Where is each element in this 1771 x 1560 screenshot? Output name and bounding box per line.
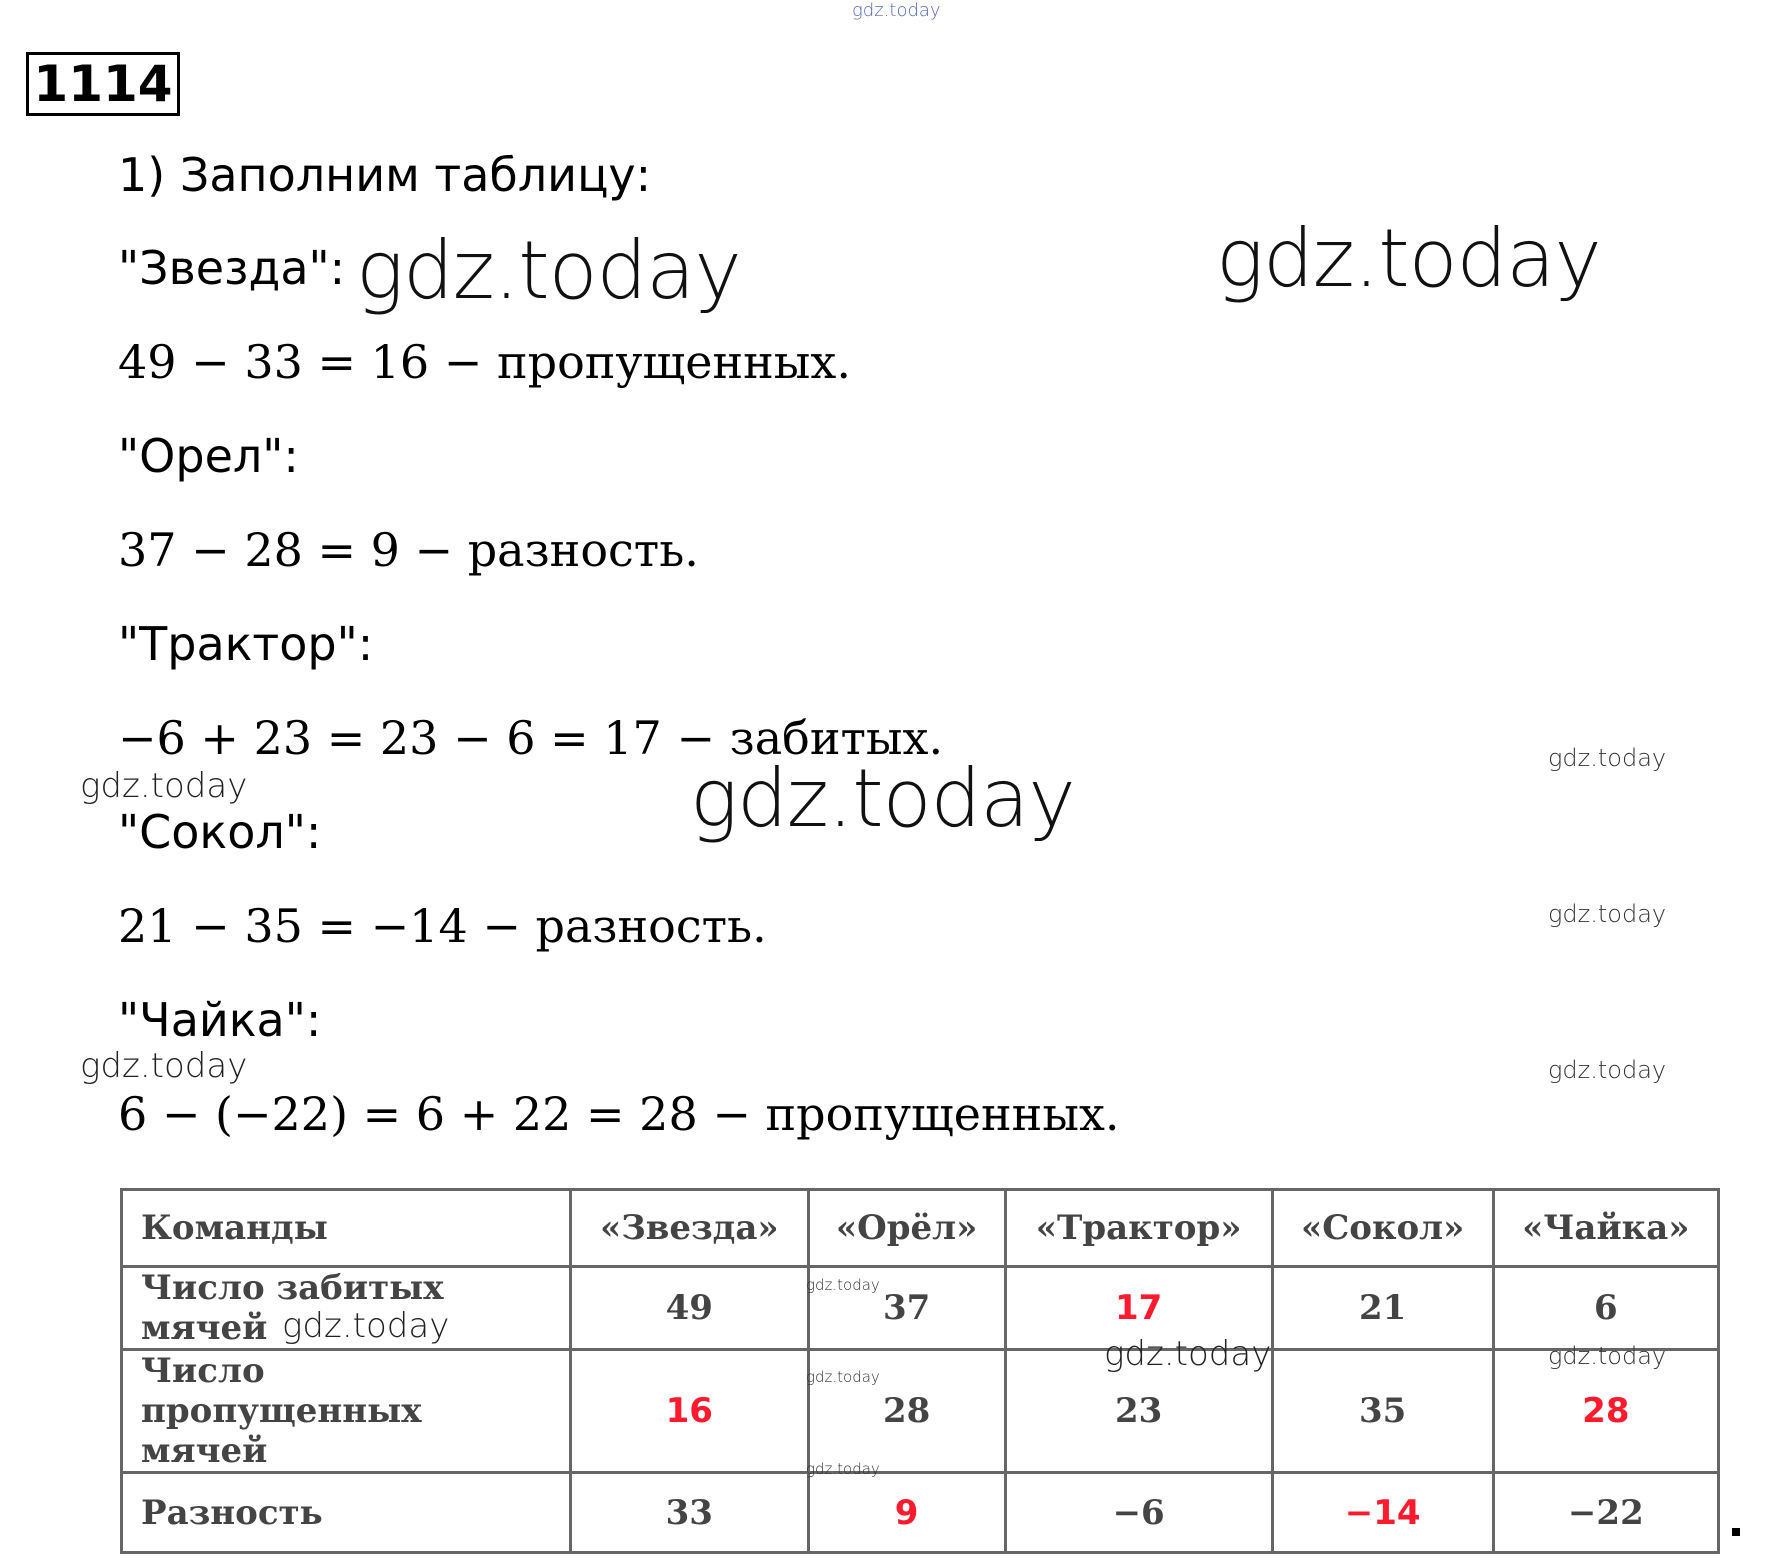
row-label-scored: Число забитых мячей: [122, 1267, 571, 1350]
cell-conceded-sokol: 35: [1272, 1350, 1493, 1473]
watermark: gdz.today: [1548, 744, 1667, 772]
table-header-zvezda: «Звезда»: [571, 1190, 809, 1267]
cell-conceded-traktor: 23: [1005, 1350, 1272, 1473]
table-header-orel: «Орёл»: [808, 1190, 1005, 1267]
watermark: gdz.today: [356, 224, 741, 317]
table-row-conceded: [122, 1350, 1719, 1473]
equation-chaika: 6 − (−22) = 6 + 22 = 28 − пропущенных.: [118, 1087, 1120, 1141]
cell-difference-chaika: −22: [1493, 1473, 1718, 1553]
equation-orel: 37 − 28 = 9 − разность.: [118, 523, 699, 577]
watermark: gdz.today: [80, 1046, 248, 1086]
watermark: gdz.today: [806, 1276, 880, 1294]
watermark: gdz.today: [1104, 1334, 1272, 1374]
cell-conceded-orel: 28: [808, 1350, 1005, 1473]
row-label-difference: Разность: [122, 1473, 571, 1553]
watermark: gdz.today: [282, 1306, 450, 1346]
cell-scored-orel: 37: [808, 1267, 1005, 1350]
team-sokol-label: "Сокол":: [118, 805, 322, 859]
watermark: gdz.today: [690, 752, 1075, 845]
cell-conceded-chaika: 28: [1493, 1350, 1718, 1473]
cell-difference-orel: 9: [808, 1473, 1005, 1553]
team-traktor-label: "Трактор":: [118, 617, 374, 671]
team-zvezda-label: "Звезда":: [118, 241, 346, 295]
watermark: gdz.today: [1548, 1342, 1667, 1370]
table-corner-header: Команды: [122, 1190, 571, 1267]
cell-scored-chaika: 6: [1493, 1267, 1718, 1350]
cell-scored-zvezda: 49: [571, 1267, 809, 1350]
final-period: [1732, 1528, 1740, 1536]
table-header-sokol: «Сокол»: [1272, 1190, 1493, 1267]
watermark: gdz.today: [1548, 1056, 1667, 1084]
scores-table-wrap: [120, 1188, 1720, 1533]
cell-conceded-zvezda: 16: [571, 1350, 809, 1473]
problem-number: 1114: [26, 52, 180, 116]
table-row-difference: [122, 1473, 1719, 1553]
cell-difference-traktor: −6: [1005, 1473, 1272, 1553]
watermark-top: gdz.today: [852, 0, 941, 21]
watermark: gdz.today: [1216, 212, 1601, 305]
team-chaika-label: "Чайка":: [118, 993, 322, 1047]
watermark: gdz.today: [806, 1460, 880, 1478]
table-header-traktor: «Трактор»: [1005, 1190, 1272, 1267]
table-header-chaika: «Чайка»: [1493, 1190, 1718, 1267]
cell-scored-traktor: 17: [1005, 1267, 1272, 1350]
cell-difference-sokol: −14: [1272, 1473, 1493, 1553]
table-header-row: [122, 1190, 1719, 1267]
equation-zvezda: 49 − 33 = 16 − пропущенных.: [118, 335, 851, 389]
cell-scored-sokol: 21: [1272, 1267, 1493, 1350]
watermark: gdz.today: [806, 1368, 880, 1386]
watermark: gdz.today: [80, 766, 248, 806]
equation-sokol: 21 − 35 = −14 − разность.: [118, 899, 767, 953]
watermark: gdz.today: [1548, 900, 1667, 928]
row-label-conceded: Число пропущенных мячей: [122, 1350, 571, 1473]
team-orel-label: "Орел":: [118, 429, 299, 483]
scores-table: [120, 1188, 1720, 1554]
cell-difference-zvezda: 33: [571, 1473, 809, 1553]
equation-traktor: −6 + 23 = 23 − 6 = 17 − забитых.: [118, 711, 944, 765]
heading: 1) Заполним таблицу:: [118, 148, 652, 202]
